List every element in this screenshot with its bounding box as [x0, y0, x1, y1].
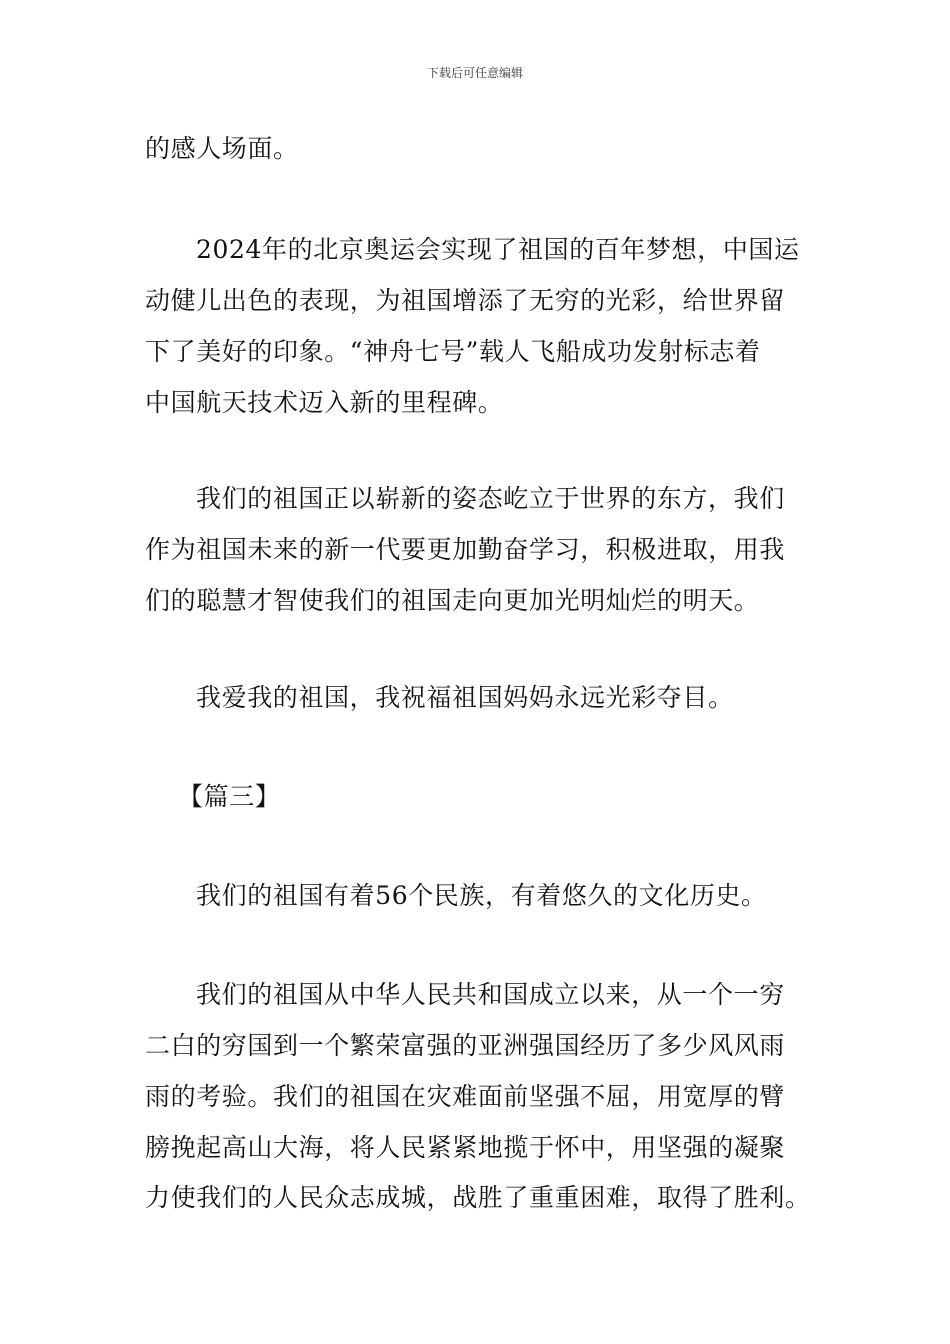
section-heading: 【篇三】 [178, 782, 281, 811]
paragraph-line: 们的聪慧才智使我们的祖国走向更加光明灿烂的明天。 [145, 586, 760, 615]
paragraph-line: 中国航天技术迈入新的里程碑。 [145, 388, 504, 417]
paragraph-line: 我爱我的祖国，我祝福祖国妈妈永远光彩夺目。 [196, 683, 734, 712]
paragraph-line: 我们的祖国有着56个民族，有着悠久的文化历史。 [196, 881, 767, 910]
paragraph-line: 雨的考验。我们的祖国在灾难面前坚强不屈，用宽厚的臂 [145, 1082, 786, 1111]
paragraph-line: 二白的穷国到一个繁荣富强的亚洲强国经历了多少风风雨 [145, 1031, 786, 1060]
paragraph-line: 动健儿出色的表现，为祖国增添了无穷的光彩，给世界留 [145, 286, 786, 315]
paragraph-line: 力使我们的人民众志成城，战胜了重重困难，取得了胜利。 [145, 1183, 811, 1212]
paragraph-line: 膀挽起高山大海，将人民紧紧地揽于怀中，用坚强的凝聚 [145, 1133, 786, 1162]
header-note: 下载后可任意编辑 [426, 66, 523, 80]
paragraph-line: 2024年的北京奥运会实现了祖国的百年梦想，中国运 [196, 235, 800, 264]
paragraph-line: 的感人场面。 [145, 134, 299, 163]
paragraph-line: 作为祖国未来的新一代要更加勤奋学习，积极进取，用我 [145, 535, 786, 564]
paragraph-line: 我们的祖国正以崭新的姿态屹立于世界的东方，我们 [196, 484, 785, 513]
paragraph-line: 我们的祖国从中华人民共和国成立以来，从一个一穷 [196, 980, 785, 1009]
paragraph-line: 下了美好的印象。“神舟七号”载人飞船成功发射标志着 [145, 337, 761, 366]
